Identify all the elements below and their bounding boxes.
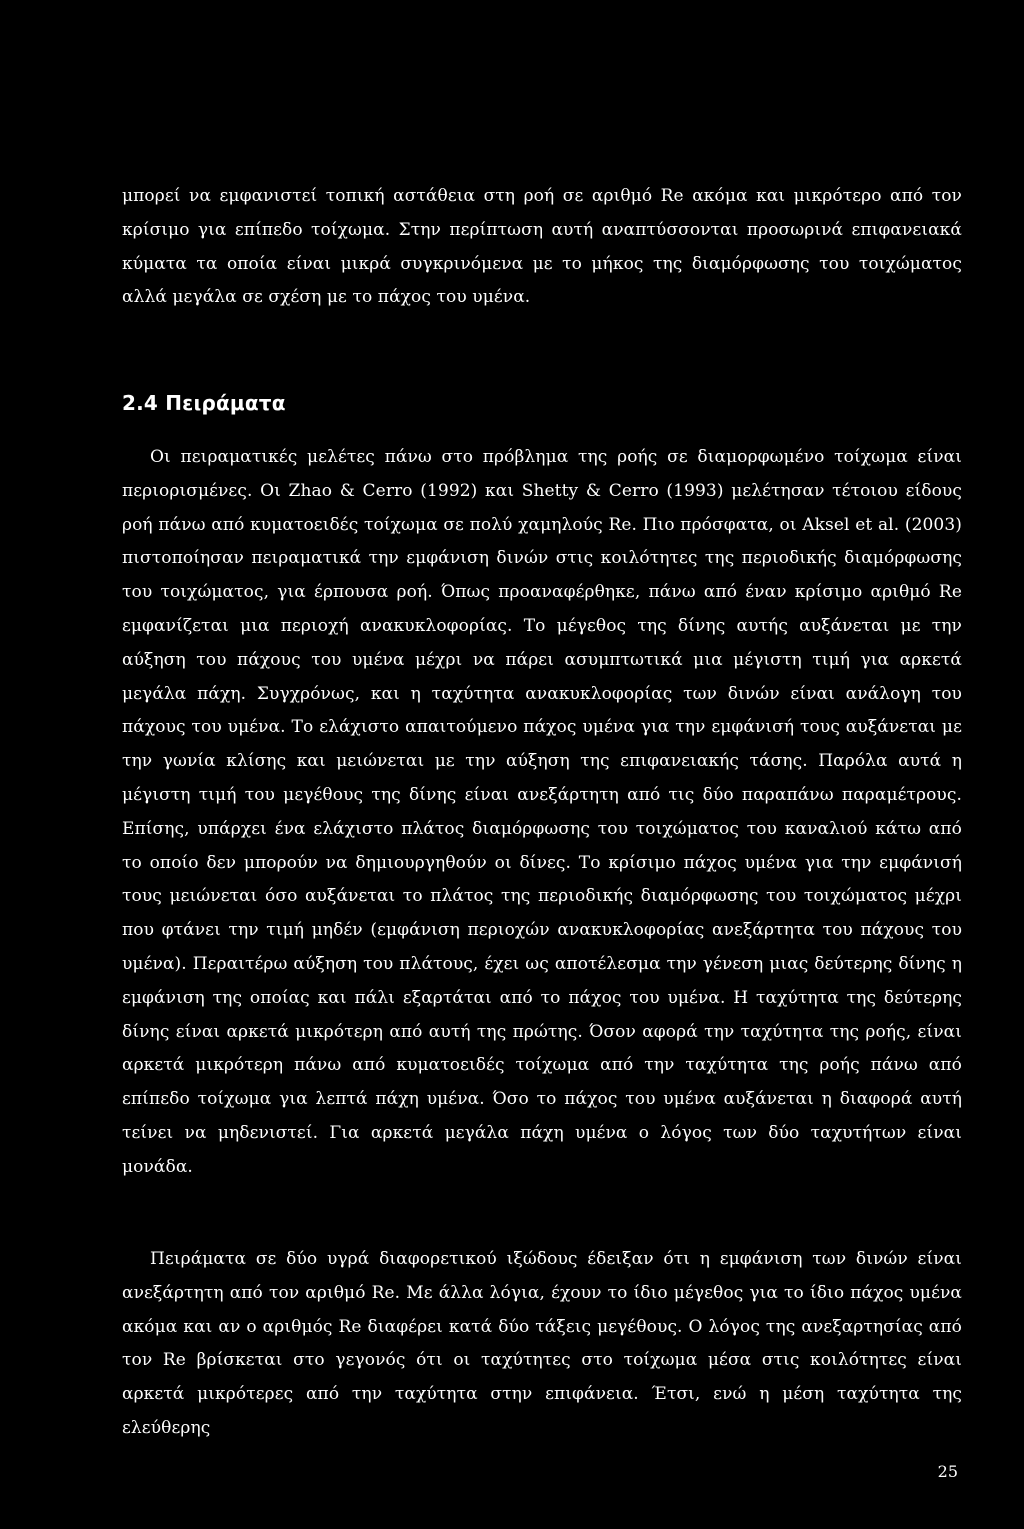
paragraph-experiments-text: Οι πειραματικές μελέτες πάνω στο πρόβλημα της ροής σε διαμορφωμένο τοίχωμα είναι περιορισμένες. Οι Zhao & Cerro (1992) και Shetty & Cerro (1993) μελέτησαν τέτοιου είδους ροή πάνω από κυματοειδές τοίχωμα σε πολύ χαμηλούς Re. Πιο πρόσφατα, οι Aksel et al. (2003) πιστοποίησαν πειραματικά την εμφάνιση δινών στις κοιλότητες της περιοδικής διαμόρφωσης του τοιχώματος, για έρπουσα ροή. Όπως προαναφέρθηκε, πάνω από έναν κρίσιμο αριθμό Re εμφανίζεται μια περιοχή ανακυκλοφορίας. Το μέγεθος της δίνης αυτής αυξάνεται με την αύξηση του πάχους του υμένα μέχρι να πάρει ασυμπτωτικά μια μέγιστη τιμή για αρκετά μεγάλα πάχη. Συγχρόνως, και η ταχύτητα ανακυκλοφορίας των δινών είναι ανάλογη του πάχους του υμένα. Το ελάχιστο απαιτούμενο πάχος υμένα για την εμφάνισή τους αυξάνεται με την γωνία κλίσης και μειώνεται με την αύξηση της επιφανειακής τάσης. Παρόλα αυτά η μέγιστη τιμή του μεγέθους της δίνης είναι ανεξάρτητη από τις δύο παραπάνω παραμέτρους. Επίσης, υπάρχει ένα ελάχιστο πλάτος διαμόρφωσης του τοιχώματος του καναλιού κάτω από το οποίο δεν μπορούν να δημιουργηθούν οι δίνες. Το κρίσιμο πάχος υμένα για την εμφάνισή τους μειώνεται όσο αυξάνεται το πλάτος της περιοδικής διαμόρφωσης του τοιχώματος μέχρι που φτάνει την τιμή μηδέν (εμφάνιση περιοχών ανακυκλοφορίας ανεξάρτητα του πάχους του υμένα). Περαιτέρω αύξηση του πλάτους, έχει ως αποτέλεσμα την γένεση μιας δεύτερης δίνης η εμφάνιση της οποίας και πάλι εξαρτάται από το πάχος του υμένα. Η ταχύτητα της δεύτερης δίνης είναι αρκετά μικρότερη από αυτή της πρώτης. Όσον αφορά την ταχύτητα της ροής, είναι αρκετά μικρότερη πάνω από κυματοειδές τοίχωμα από την ταχύτητα της ροής πάνω από επίπεδο τοίχωμα για λεπτά πάχη υμένα. Όσο το πάχος του υμένα αυξάνεται η διαφορά αυτή τείνει να μηδενιστεί. Για αρκετά μεγάλα πάχη υμένα ο λόγος των δύο ταχυτήτων είναι μονάδα. <box>122 447 962 1177</box>
section-heading: 2.4 Πειράματα <box>122 391 286 415</box>
page-number: 25 <box>937 1462 958 1481</box>
paragraph-viscosity <box>122 1243 962 1446</box>
paragraph-viscosity-text: Πειράματα σε δύο υγρά διαφορετικού ιξώδους έδειξαν ότι η εμφάνιση των δινών είναι ανεξάρτητη από τον αριθμό Re. Με άλλα λόγια, έχουν το ίδιο μέγεθος για το ίδιο πάχος υμένα ακόμα και αν ο αριθμός Re διαφέρει κατά δύο τάξεις μεγέθους. Ο λόγος της ανεξαρτησίας από τον Re βρίσκεται στο γεγονός ότι οι ταχύτητες στο τοίχωμα μέσα στις κοιλότητες είναι αρκετά μικρότερες από την ταχύτητα στην επιφάνεια. Έτσι, ενώ η μέση ταχύτητα της ελεύθερης <box>122 1249 962 1438</box>
paragraph-continuation: μπορεί να εμφανιστεί τοπική αστάθεια στη ροή σε αριθμό Re ακόμα και μικρότερο από τον κρίσιμο για επίπεδο τοίχωμα. Στην περίπτωση αυτή αναπτύσσονται προσωρινά επιφανειακά κύματα τα οποία είναι μικρά συγκρινόμενα με το μήκος της διαμόρφωσης του τοιχώματος αλλά μεγάλα σε σχέση με το πάχος του υμένα. <box>122 186 962 308</box>
paragraph-experiments <box>122 441 962 1185</box>
